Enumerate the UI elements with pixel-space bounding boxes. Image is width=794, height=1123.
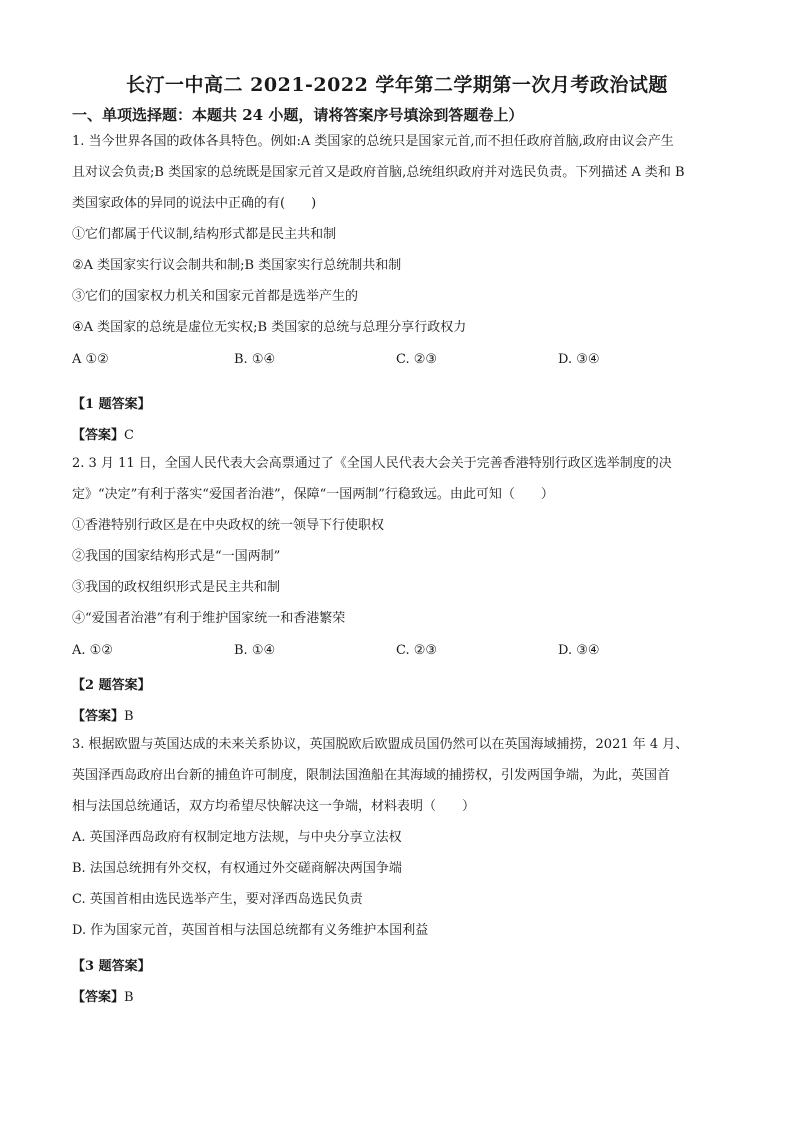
option-a: A ①② (72, 352, 109, 367)
question-3-line: 英国泽西岛政府出台新的捕鱼许可制度，限制法国渔船在其海域的捕捞权，引发两国争端，为此，英国首 (72, 768, 671, 783)
question-3-line: 相与法国总统通话，双方均希望尽快解决这一争端，材料表明（ ） (72, 799, 476, 814)
answer-line (72, 424, 134, 443)
option-b: B. ①④ (234, 643, 276, 658)
question-3-option-d: D. 作为国家元首，英国首相与法国总统都有义务维护本国利益 (72, 923, 429, 938)
answer-line (72, 705, 134, 724)
question-1-choice: ①它们都属于代议制,结构形式都是民主共和制 (72, 227, 337, 242)
answer-label: 【答案】 (72, 428, 125, 443)
question-2-choice: ③我国的政权组织形式是民主共和制 (72, 580, 281, 595)
option-a: A. ①② (72, 643, 113, 658)
question-1-choice: ③它们的国家权力机关和国家元首都是选举产生的 (72, 289, 359, 304)
answer-label: 【答案】 (72, 709, 125, 724)
option-c: C. ②③ (396, 643, 438, 658)
option-d: D. ③④ (558, 643, 600, 658)
answer-line (72, 986, 134, 1005)
question-1-choice: ②A 类国家实行议会制共和制;B 类国家实行总统制共和制 (72, 258, 402, 273)
question-2-line: 定》“决定”有利于落实“爱国者治港”，保障“一国两制”行稳致远。由此可知（ ） (72, 487, 554, 502)
answer-heading: 【3 题答案】 (72, 959, 151, 974)
answer-heading: 【1 题答案】 (72, 397, 151, 412)
answer-value: C (124, 428, 134, 443)
question-2-choice: ①香港特别行政区是在中央政权的统一领导下行使职权 (72, 518, 385, 533)
question-2-choice: ④“爱国者治港”有利于维护国家统一和香港繁荣 (72, 611, 346, 626)
option-d: D. ③④ (558, 352, 600, 367)
page-title: 长汀一中高二 2021-2022 学年第二学期第一次月考政治试题 (126, 74, 668, 96)
question-2-choice: ②我国的国家结构形式是“一国两制” (72, 549, 281, 564)
section-heading: 一、单项选择题：本题共 24 小题，请将答案序号填涂到答题卷上） (72, 106, 524, 124)
answer-heading: 【2 题答案】 (72, 678, 151, 693)
question-3-option-a: A. 英国泽西岛政府有权制定地方法规，与中央分享立法权 (72, 830, 402, 845)
option-c: C. ②③ (396, 352, 438, 367)
option-b: B. ①④ (234, 352, 276, 367)
question-2-line: 2. 3 月 11 日，全国人民代表大会高票通过了《全国人民代表大会关于完善香港特别行政区选举制度的决 (72, 456, 672, 471)
question-1-line: 且对议会负责;B 类国家的总统既是国家元首又是政府首脑,总统组织政府并对选民负责。下列描述 A 类和 B (72, 165, 685, 180)
answer-value: B (124, 709, 134, 724)
question-1-line: 1. 当今世界各国的政体各具特色。例如:A 类国家的总统只是国家元首,而不担任政府首脑,政府由议会产生 (72, 134, 674, 149)
question-1-line: 类国家政体的异同的说法中正确的有( ) (72, 196, 317, 211)
question-3-option-c: C. 英国首相由选民选举产生，要对泽西岛选民负责 (72, 892, 363, 907)
question-3-option-b: B. 法国总统拥有外交权，有权通过外交磋商解决两国争端 (72, 861, 402, 876)
question-3-line: 3. 根据欧盟与英国达成的未来关系协议，英国脱欧后欧盟成员国仍然可以在英国海域捕捞，2021 年 4 月、 (72, 737, 689, 752)
answer-label: 【答案】 (72, 990, 125, 1005)
question-1-options (72, 352, 722, 370)
answer-value: B (124, 990, 134, 1005)
question-2-options (72, 643, 722, 661)
question-1-choice: ④A 类国家的总统是虚位无实权;B 类国家的总统与总理分享行政权力 (72, 320, 467, 335)
